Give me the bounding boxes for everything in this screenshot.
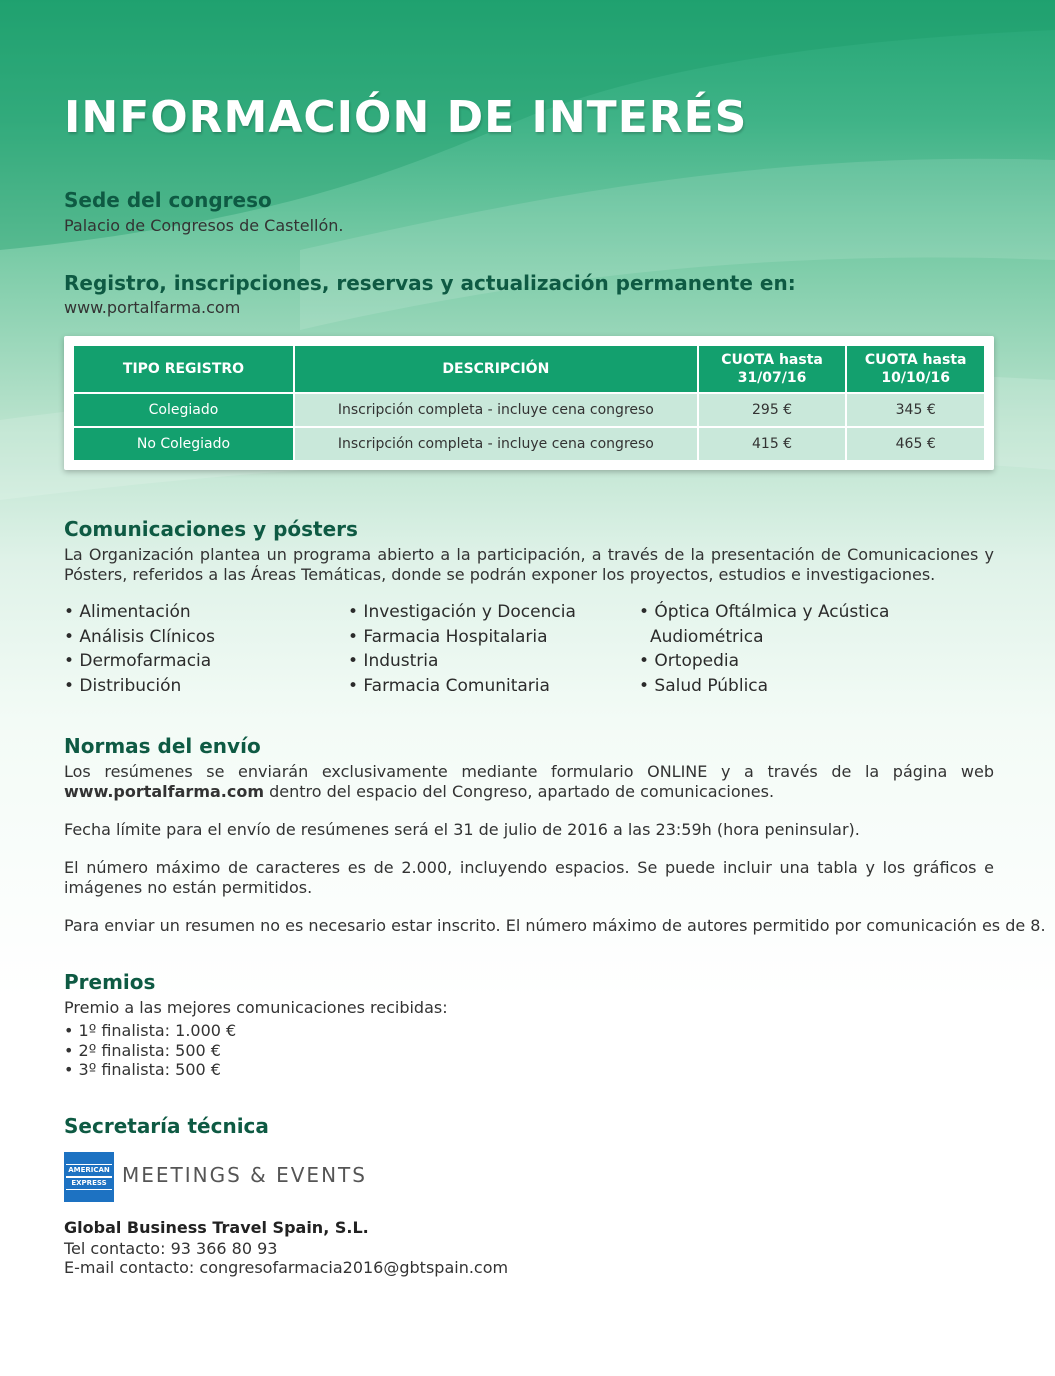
normas-paragraph-3: El número máximo de caracteres es de 2.000, incluyendo espacios. Se puede incluir una tabla y los gráficos e imágenes no están permitidos. <box>64 858 994 897</box>
list-item: Audiométrica <box>650 626 764 647</box>
premios-list <box>64 1021 236 1080</box>
list-item: • 3º finalista: 500 € <box>64 1060 221 1079</box>
fees-table-card <box>64 336 994 470</box>
fees-table <box>72 344 986 462</box>
list-item: • Salud Pública <box>639 675 769 696</box>
areas-column-1 <box>64 600 215 698</box>
header-cuota-1 <box>699 346 846 392</box>
list-item: • 2º finalista: 500 € <box>64 1040 221 1060</box>
header-tipo-registro: TIPO REGISTRO <box>74 346 293 392</box>
normas-paragraph-1 <box>64 762 994 802</box>
page-title: INFORMACIÓN DE INTERÉS <box>64 92 748 143</box>
areas-column-2 <box>348 600 576 698</box>
table-row <box>74 428 984 460</box>
normas-p1-end: dentro del espacio del Congreso, apartado de comunicaciones. <box>264 782 775 801</box>
amex-logo-text-1: AMERICAN <box>66 1164 112 1177</box>
header-cuota-1-line2: 31/07/16 <box>737 370 807 386</box>
row-cuota-1: 415 € <box>699 428 846 460</box>
list-item: • Farmacia Hospitalaria <box>348 626 548 647</box>
sede-heading: Sede del congreso <box>64 188 272 212</box>
row-cuota-1: 295 € <box>699 394 846 426</box>
normas-paragraph-2: Fecha límite para el envío de resúmenes será el 31 de julio de 2016 a las 23:59h (hora peninsular). <box>64 820 860 839</box>
company-name: Global Business Travel Spain, S.L. <box>64 1218 369 1237</box>
list-item: • Ortopedia <box>639 651 740 671</box>
premios-intro: Premio a las mejores comunicaciones recibidas: <box>64 998 448 1017</box>
comunicaciones-heading: Comunicaciones y pósters <box>64 517 358 541</box>
list-item: • Alimentación <box>64 602 191 622</box>
areas-column-3 <box>639 600 889 698</box>
contact-email[interactable]: E-mail contacto: congresofarmacia2016@gbtspain.com <box>64 1258 509 1277</box>
comunicaciones-text: La Organización plantea un programa abierto a la participación, a través de la presentación de Comunicaciones y Pósters, referidos a las Áreas Temáticas, donde se podrán exponer los proyectos, estudios e investigaciones. <box>64 545 994 584</box>
header-cuota-2-line2: 10/10/16 <box>881 370 951 386</box>
table-row <box>74 394 984 426</box>
row-descripcion: Inscripción completa - incluye cena congreso <box>295 428 697 460</box>
list-item: • Industria <box>348 651 439 671</box>
row-descripcion: Inscripción completa - incluye cena congreso <box>295 394 697 426</box>
list-item: • Farmacia Comunitaria <box>348 675 550 696</box>
header-cuota-1-line1: CUOTA hasta <box>721 352 823 368</box>
list-item: • Dermofarmacia <box>64 651 212 671</box>
registro-link[interactable]: www.portalfarma.com <box>64 298 241 317</box>
list-item: • Distribución <box>64 675 182 696</box>
registro-heading: Registro, inscripciones, reservas y actualización permanente en: <box>64 271 796 295</box>
portalfarma-link[interactable]: www.portalfarma.com <box>64 782 265 801</box>
list-item: • Análisis Clínicos <box>64 626 215 647</box>
header-descripcion: DESCRIPCIÓN <box>295 346 697 392</box>
meetings-events-brand: MEETINGS & EVENTS <box>122 1163 367 1187</box>
header-cuota-2-line1: CUOTA hasta <box>864 352 967 368</box>
list-item: • Óptica Oftálmica y Acústica <box>639 602 890 622</box>
amex-logo <box>64 1152 114 1202</box>
normas-paragraph-4: Para enviar un resumen no es necesario estar inscrito. El número máximo de autores permitido por comunicación es de 8. <box>64 916 1046 935</box>
premios-heading: Premios <box>64 970 156 994</box>
contact-phone: Tel contacto: 93 366 80 93 <box>64 1239 278 1258</box>
row-cuota-2: 465 € <box>847 428 984 460</box>
sede-text: Palacio de Congresos de Castellón. <box>64 216 344 235</box>
header-cuota-2 <box>847 346 984 392</box>
secretaria-heading: Secretaría técnica <box>64 1114 269 1138</box>
amex-logo-text-2: EXPRESS <box>66 1177 112 1190</box>
normas-p1-start: Los resúmenes se enviarán exclusivamente mediante formulario ONLINE y a través de la página web <box>64 762 994 781</box>
normas-heading: Normas del envío <box>64 734 261 758</box>
list-item: • Investigación y Docencia <box>348 602 576 622</box>
fees-table-header <box>74 346 984 392</box>
list-item: • 1º finalista: 1.000 € <box>64 1021 237 1040</box>
row-tipo: Colegiado <box>74 394 293 426</box>
row-tipo: No Colegiado <box>74 428 293 460</box>
row-cuota-2: 345 € <box>847 394 984 426</box>
